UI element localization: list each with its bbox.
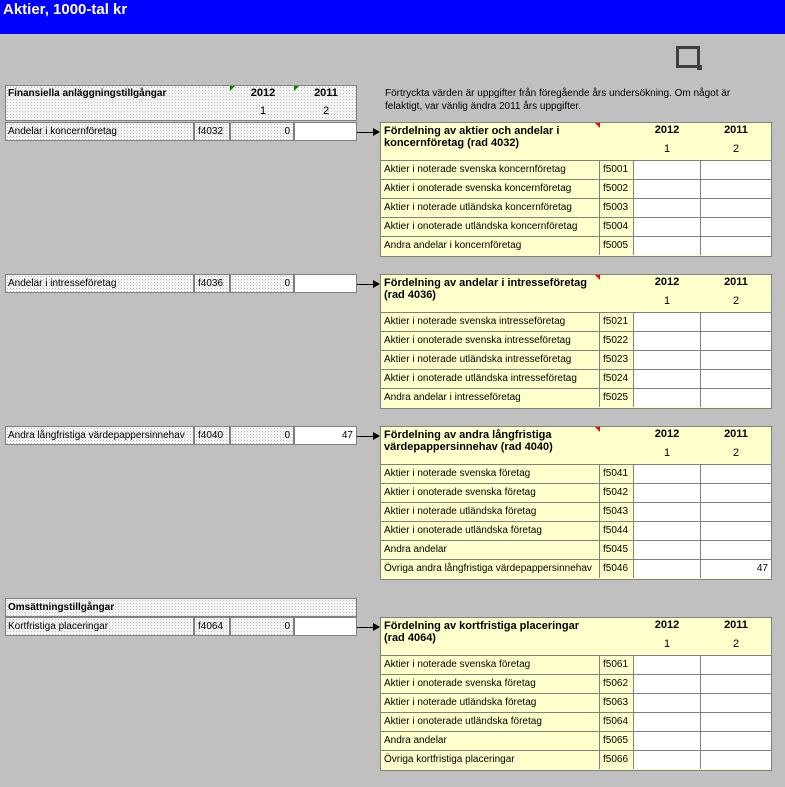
value-2011-input[interactable] xyxy=(294,122,357,141)
value-2012-input[interactable] xyxy=(634,180,701,198)
table-header xyxy=(381,275,771,313)
row-label: Aktier i onoterade svenska intresseföretag xyxy=(381,332,600,350)
col-1-label: 1 xyxy=(663,295,671,307)
col-2-label: 2 xyxy=(322,105,330,117)
value-2011-input[interactable] xyxy=(701,351,771,369)
comment-marker xyxy=(595,427,600,432)
table-row xyxy=(381,694,771,713)
left-header-2: Omsättningstillgångar xyxy=(5,598,357,617)
col-1-label: 1 xyxy=(663,143,671,155)
row-code: f5062 xyxy=(600,675,634,693)
value-2011-input[interactable] xyxy=(701,541,771,559)
value-2012: 0 xyxy=(230,617,294,636)
row-label: Kortfristiga placeringar xyxy=(5,617,194,636)
row-label: Aktier i onoterade utländska koncernföretag xyxy=(381,218,600,236)
col-1-label: 1 xyxy=(663,447,671,459)
table-title: Fördelning av aktier och andelar i koncernföretag (rad 4032) xyxy=(384,125,560,149)
year-2011-label: 2011 xyxy=(314,87,338,99)
row-code: f5045 xyxy=(600,541,634,559)
row-label: Övriga kortfristiga placeringar xyxy=(381,751,600,769)
value-2011-input[interactable] xyxy=(701,389,771,407)
table-row xyxy=(381,351,771,370)
value-2012-input[interactable] xyxy=(634,465,701,483)
value-2011-input[interactable] xyxy=(701,522,771,540)
value-2011-input[interactable] xyxy=(701,713,771,731)
value-2012: 0 xyxy=(230,274,294,293)
value-2012-input[interactable] xyxy=(634,751,701,769)
table-row xyxy=(381,713,771,732)
value-2011-input[interactable] xyxy=(701,218,771,236)
row-label: Aktier i onoterade utländska intresseföretag xyxy=(381,370,600,388)
table-row xyxy=(381,751,771,770)
row-code: f5065 xyxy=(600,732,634,750)
row-label: Andra andelar i koncernföretag xyxy=(381,237,600,255)
arrow-4064 xyxy=(357,627,379,628)
row-label: Aktier i onoterade svenska företag xyxy=(381,484,600,502)
year-2011-label: 2011 xyxy=(724,124,748,136)
col-2-label: 2 xyxy=(732,295,740,307)
row-code: f4036 xyxy=(194,274,230,293)
table-row xyxy=(381,560,771,579)
row-label: Aktier i noterade svenska företag xyxy=(381,465,600,483)
table-title: Fördelning av kortfristiga placeringar (rad 4064) xyxy=(384,620,579,644)
table-header xyxy=(381,427,771,465)
value-2011-input[interactable] xyxy=(701,465,771,483)
left-header xyxy=(5,85,357,121)
table-row xyxy=(381,370,771,389)
value-2012-input[interactable] xyxy=(634,313,701,331)
value-2011-input[interactable]: 47 xyxy=(701,560,771,578)
value-2012-input[interactable] xyxy=(634,503,701,521)
value-2012-input[interactable] xyxy=(634,675,701,693)
title-bar xyxy=(0,0,785,34)
value-2011-input[interactable] xyxy=(701,503,771,521)
row-code: f5003 xyxy=(600,199,634,217)
square-icon[interactable] xyxy=(676,46,700,68)
table-row xyxy=(381,656,771,675)
year-2012-label: 2012 xyxy=(654,619,680,631)
value-2012-input[interactable] xyxy=(634,541,701,559)
row-label: Aktier i noterade svenska företag xyxy=(381,656,600,674)
value-2012-input[interactable] xyxy=(634,199,701,217)
row-label: Aktier i noterade utländska intresseföretag xyxy=(381,351,600,369)
value-2011-input[interactable] xyxy=(701,751,771,769)
table-row xyxy=(381,199,771,218)
table-row xyxy=(381,237,771,256)
value-2011-input[interactable] xyxy=(701,161,771,179)
value-2012-input[interactable] xyxy=(634,237,701,255)
arrow-4040 xyxy=(357,436,379,437)
row-label: Andra andelar xyxy=(381,732,600,750)
row-code: f5002 xyxy=(600,180,634,198)
value-2012-input[interactable] xyxy=(634,370,701,388)
value-2011-input[interactable] xyxy=(701,732,771,750)
value-2012-input[interactable] xyxy=(634,713,701,731)
row-label: Andelar i intresseföretag xyxy=(5,274,194,293)
row-code: f5044 xyxy=(600,522,634,540)
table-row xyxy=(381,465,771,484)
value-2011-input[interactable] xyxy=(701,694,771,712)
year-2011-label: 2011 xyxy=(724,276,748,288)
col-2-label: 2 xyxy=(732,638,740,650)
row-code: f5005 xyxy=(600,237,634,255)
col-1-label: 1 xyxy=(259,105,267,117)
value-2012-input[interactable] xyxy=(634,522,701,540)
row-label: Andelar i koncernföretag xyxy=(5,122,194,141)
comment-marker xyxy=(595,275,600,280)
breakdown-table-4036 xyxy=(380,274,772,409)
breakdown-table-4064 xyxy=(380,617,772,771)
row-code: f5021 xyxy=(600,313,634,331)
table-row xyxy=(381,541,771,560)
info-note: Förtryckta värden är uppgifter från föregående års undersökning. Om något är felaktigt, var vänlig ändra 2011 års uppgifter. xyxy=(385,88,731,112)
table-row xyxy=(381,313,771,332)
value-2011-input[interactable]: 47 xyxy=(294,426,357,445)
row-code: f5001 xyxy=(600,161,634,179)
col-1-label: 1 xyxy=(663,638,671,650)
row-label: Andra andelar xyxy=(381,541,600,559)
year-2012-label: 2012 xyxy=(654,428,680,440)
row-code: f4032 xyxy=(194,122,230,141)
table-row xyxy=(381,218,771,237)
value-2011-input[interactable] xyxy=(701,675,771,693)
value-2011-input[interactable] xyxy=(701,332,771,350)
row-code: f5061 xyxy=(600,656,634,674)
value-2012: 0 xyxy=(230,122,294,141)
row-label: Aktier i onoterade svenska koncernföretag xyxy=(381,180,600,198)
value-2012-input[interactable] xyxy=(634,351,701,369)
table-row xyxy=(381,675,771,694)
value-2011-input[interactable] xyxy=(701,180,771,198)
row-code: f5043 xyxy=(600,503,634,521)
row-code: f5022 xyxy=(600,332,634,350)
table-title: Fördelning av andelar i intresseföretag (rad 4036) xyxy=(384,277,587,301)
row-label: Aktier i noterade utländska koncernföretag xyxy=(381,199,600,217)
row-label: Aktier i noterade utländska företag xyxy=(381,694,600,712)
value-2012-input[interactable] xyxy=(634,332,701,350)
year-2011-label: 2011 xyxy=(724,428,748,440)
table-row xyxy=(381,503,771,522)
left-header-label: Finansiella anläggningstillgångar xyxy=(8,88,167,99)
value-2012-input[interactable] xyxy=(634,218,701,236)
row-label: Aktier i onoterade utländska företag xyxy=(381,713,600,731)
value-2012-input[interactable] xyxy=(634,389,701,407)
arrow-4036 xyxy=(357,284,379,285)
row-code: f5064 xyxy=(600,713,634,731)
table-title: Fördelning av andra långfristiga värdepappersinnehav (rad 4040) xyxy=(384,429,553,453)
value-2012: 0 xyxy=(230,426,294,445)
col-2-label: 2 xyxy=(732,143,740,155)
row-code: f5046 xyxy=(600,560,634,578)
table-row xyxy=(381,180,771,199)
row-code: f5066 xyxy=(600,751,634,769)
comment-marker xyxy=(595,123,600,128)
window-title: Aktier, 1000-tal kr xyxy=(3,1,128,18)
value-2011-input[interactable] xyxy=(701,656,771,674)
value-2012-input[interactable] xyxy=(634,484,701,502)
row-code: f5004 xyxy=(600,218,634,236)
table-row xyxy=(381,484,771,503)
value-2011-input[interactable] xyxy=(701,237,771,255)
col-2-label: 2 xyxy=(732,447,740,459)
row-label: Aktier i noterade utländska företag xyxy=(381,503,600,521)
row-code: f4040 xyxy=(194,426,230,445)
row-label: Övriga andra långfristiga värdepappersinnehav xyxy=(381,560,600,578)
value-2012-input[interactable] xyxy=(634,161,701,179)
table-header xyxy=(381,123,771,161)
value-2011-input[interactable] xyxy=(701,313,771,331)
row-label: Aktier i noterade svenska intresseföretag xyxy=(381,313,600,331)
row-code: f5063 xyxy=(600,694,634,712)
year-2012-label: 2012 xyxy=(250,87,276,99)
value-2012-input[interactable] xyxy=(634,656,701,674)
row-label: Aktier i onoterade svenska företag xyxy=(381,675,600,693)
year-2012-label: 2012 xyxy=(654,124,680,136)
value-2012-input[interactable] xyxy=(634,732,701,750)
row-code: f4064 xyxy=(194,617,230,636)
table-row xyxy=(381,522,771,541)
table-row xyxy=(381,389,771,408)
row-label: Andra långfristiga värdepappersinnehav xyxy=(5,426,194,445)
row-label: Aktier i noterade svenska koncernföretag xyxy=(381,161,600,179)
row-label: Aktier i onoterade utländska företag xyxy=(381,522,600,540)
breakdown-table-4040 xyxy=(380,426,772,580)
table-row xyxy=(381,732,771,751)
table-header xyxy=(381,618,771,656)
row-code: f5023 xyxy=(600,351,634,369)
value-2011-input[interactable] xyxy=(701,484,771,502)
value-2012-input[interactable] xyxy=(634,560,701,578)
row-code: f5041 xyxy=(600,465,634,483)
row-code: f5024 xyxy=(600,370,634,388)
breakdown-table-4032 xyxy=(380,122,772,257)
row-code: f5042 xyxy=(600,484,634,502)
row-label: Andra andelar i intresseföretag xyxy=(381,389,600,407)
year-2012-label: 2012 xyxy=(654,276,680,288)
value-2011-input[interactable] xyxy=(294,617,357,636)
value-2011-input[interactable] xyxy=(294,274,357,293)
row-code: f5025 xyxy=(600,389,634,407)
table-row xyxy=(381,161,771,180)
arrow-4032 xyxy=(357,132,379,133)
table-row xyxy=(381,332,771,351)
year-2011-label: 2011 xyxy=(724,619,748,631)
value-2012-input[interactable] xyxy=(634,694,701,712)
value-2011-input[interactable] xyxy=(701,199,771,217)
value-2011-input[interactable] xyxy=(701,370,771,388)
